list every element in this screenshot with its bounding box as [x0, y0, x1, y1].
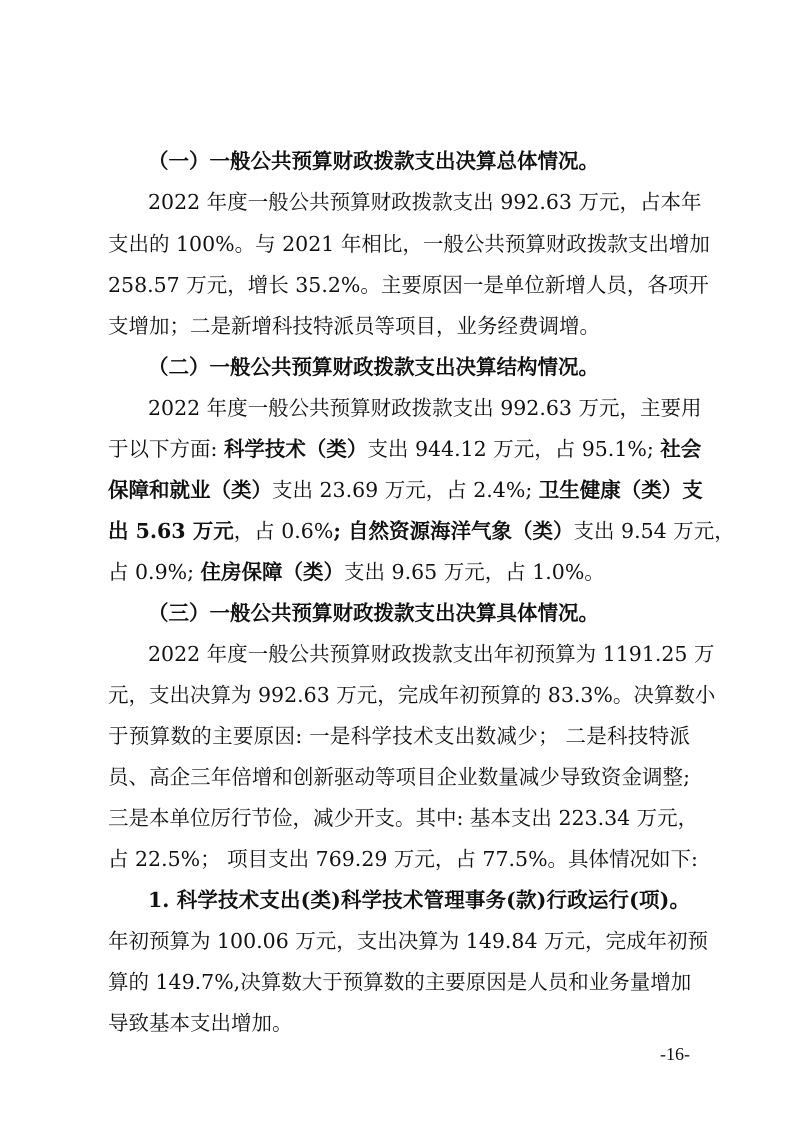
section-3-line-5: 三是本单位厉行节俭，减少开支。其中: 基本支出 223.34 万元， [108, 806, 699, 830]
section-1-line-4: 支增加；二是新增科技特派员等项目，业务经费调增。 [108, 314, 600, 338]
text-run: 支出 23.69 万元，占 2.4%; [272, 478, 539, 502]
section-4-line-1: 年初预算为 100.06 万元，支出决算为 149.84 万元，完成年初预 [108, 929, 709, 953]
section-1-line-3: 258.57 万元，增长 35.2%。主要原因一是单位新增人员，各项开 [108, 273, 709, 297]
health-amount: 出 5.63 万元 [108, 519, 234, 543]
section-3-heading: （三）一般公共预算财政拨款支出决算具体情况。 [148, 601, 599, 625]
section-3-line-3: 于预算数的主要原因: 一是科学技术支出数减少； 二是科技特派 [108, 724, 690, 748]
text-run: 支出 9.65 万元，占 1.0%。 [344, 560, 605, 584]
text-run: 支出 9.54 万元， [573, 519, 735, 543]
text-run: 于以下方面: [108, 437, 224, 461]
category-natural-resources: ; 自然资源海洋气象（类） [333, 519, 574, 543]
section-4-line-3: 导致基本支出增加。 [108, 1011, 293, 1035]
section-2-line-5 [108, 554, 690, 590]
section-2-line-2 [108, 431, 702, 467]
section-2-heading: （二）一般公共预算财政拨款支出决算结构情况。 [148, 355, 599, 379]
page-number: -16- [660, 1044, 690, 1064]
section-3-line-6: 占 22.5%； 项目支出 769.29 万元，占 77.5%。具体情况如下: [108, 847, 698, 871]
section-3-line-1: 2022 年度一般公共预算财政拨款支出年初预算为 1191.25 万 [148, 642, 715, 666]
category-social-security: 保障和就业（类） [108, 478, 272, 502]
text-run: 支出 944.12 万元，占 95.1%; [367, 437, 661, 461]
section-2-line-1: 2022 年度一般公共预算财政拨款支出 992.63 万元，主要用 [148, 396, 702, 420]
section-1-line-1: 2022 年度一般公共预算财政拨款支出 992.63 万元，占本年 [148, 190, 702, 214]
section-4-line-2: 算的 149.7%,决算数大于预算数的主要原因是人员和业务量增加 [108, 970, 692, 994]
text-run: ，占 0.6% [233, 519, 334, 543]
section-1-line-2: 支出的 100%。与 2021 年相比，一般公共预算财政拨款支出增加 [108, 232, 710, 256]
section-2-line-4 [108, 513, 735, 549]
section-1-heading: （一）一般公共预算财政拨款支出决算总体情况。 [148, 149, 599, 173]
section-3-line-4: 员、高企三年倍增和创新驱动等项目企业数量减少导致资金调整; [108, 765, 690, 789]
category-housing: 住房保障（类） [200, 560, 345, 584]
category-social-security-part: 社会 [660, 437, 702, 461]
category-science-tech: 科学技术（类） [223, 437, 368, 461]
section-4-heading: 1. 科学技术支出(类)科学技术管理事务(款)行政运行(项)。 [148, 888, 690, 912]
section-3-line-2: 元，支出决算为 992.63 万元，完成年初预算的 83.3%。决算数小 [108, 683, 716, 707]
text-run: 占 0.9%; [108, 560, 201, 584]
category-health: 卫生健康（类）支 [538, 478, 703, 502]
section-2-line-3 [108, 472, 703, 508]
